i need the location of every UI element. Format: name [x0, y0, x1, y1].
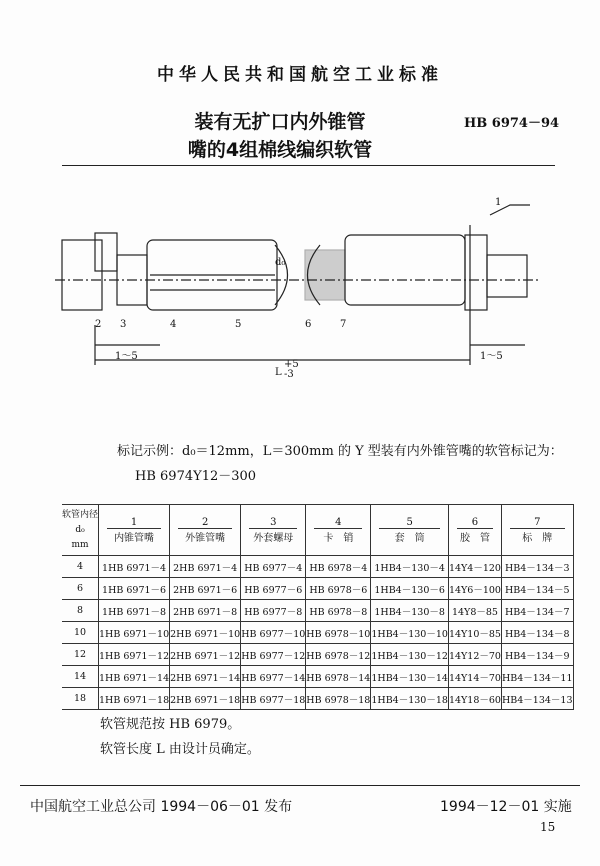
- hex-nut: [95, 233, 117, 271]
- note-hose-spec: 软管规范按 HB 6979。: [100, 717, 241, 732]
- table-cell: HB 6978－4: [306, 556, 371, 578]
- table-cell: 2HB 6971－12: [170, 644, 241, 666]
- callout-3: 3: [120, 319, 127, 330]
- header-inner-diameter: [62, 505, 99, 556]
- col-name: 外套螺母: [253, 532, 294, 544]
- table-cell: HB4－134－7: [501, 600, 573, 622]
- col-name: 标 牌: [522, 532, 553, 544]
- table-cell: 1HB4－130－14: [371, 666, 449, 688]
- header-text: d₀: [75, 524, 85, 535]
- col-no: 1: [107, 517, 161, 529]
- table-cell: 14Y8－85: [448, 600, 501, 622]
- header-col-1: [99, 505, 170, 556]
- table-cell: 14Y14－70: [448, 666, 501, 688]
- left-dimension: 1～5: [115, 351, 138, 362]
- diameter-cell: 4: [62, 556, 99, 578]
- table-cell: HB 6977－18: [241, 688, 306, 710]
- table-cell: HB4－134－8: [501, 622, 573, 644]
- hose-braid: [305, 250, 345, 300]
- table-cell: HB 6977－12: [241, 644, 306, 666]
- table-cell: 1HB4－130－18: [371, 688, 449, 710]
- table-row: [62, 578, 573, 600]
- table-cell: 14Y12－70: [448, 644, 501, 666]
- hose-assembly-drawing: [50, 195, 570, 385]
- table-cell: HB 6978－12: [306, 644, 371, 666]
- right-dimension: 1～5: [480, 351, 503, 362]
- header-col-7: [501, 505, 573, 556]
- callout-4: 4: [170, 319, 177, 330]
- callout-5: 5: [235, 319, 242, 330]
- header-col-4: [306, 505, 371, 556]
- callout-6: 6: [305, 319, 312, 330]
- table-row: [62, 622, 573, 644]
- title-line-1: 装有无扩口内外锥管: [194, 111, 366, 133]
- table-cell: 14Y6－100: [448, 578, 501, 600]
- length-label: L: [275, 367, 282, 378]
- table-cell: 14Y10－85: [448, 622, 501, 644]
- table-cell: HB 6978－10: [306, 622, 371, 644]
- col-name: 胶 管: [459, 532, 490, 544]
- col-no: 5: [379, 517, 440, 529]
- table-cell: 2HB 6971－10: [170, 622, 241, 644]
- table-cell: HB 6977－14: [241, 666, 306, 688]
- right-thread: [487, 255, 527, 297]
- parts-table: [62, 504, 574, 710]
- table-cell: 1HB4－130－6: [371, 578, 449, 600]
- table-cell: HB 6977－8: [241, 600, 306, 622]
- col-no: 3: [249, 517, 297, 529]
- table-cell: 1HB 6971－12: [99, 644, 170, 666]
- col-name: 外锥管嘴: [185, 532, 226, 544]
- diameter-cell: 6: [62, 578, 99, 600]
- col-no: 6: [457, 517, 493, 529]
- table-cell: HB 6978－14: [306, 666, 371, 688]
- d0-label: d₀: [275, 257, 286, 268]
- table-cell: 2HB 6971－6: [170, 578, 241, 600]
- table-cell: 1HB4－130－10: [371, 622, 449, 644]
- table-row: [62, 666, 573, 688]
- header-text: mm: [71, 539, 89, 550]
- table-row: [62, 556, 573, 578]
- table-row: [62, 688, 573, 710]
- marking-example: 标记示例：d₀＝12mm，L＝300mm 的 Y 型装有内外锥管嘴的软管标记为：: [117, 444, 563, 459]
- table-cell: HB4－134－5: [501, 578, 573, 600]
- organization-header: 中华人民共和国航空工业标准: [157, 65, 443, 85]
- table-cell: HB 6977－4: [241, 556, 306, 578]
- length-tol-lower: -3: [284, 369, 294, 380]
- table-cell: HB 6978－8: [306, 600, 371, 622]
- length-tol-upper: +5: [284, 359, 299, 370]
- table-cell: 1HB4－130－12: [371, 644, 449, 666]
- col-no: 4: [314, 517, 362, 529]
- table-row: [62, 644, 573, 666]
- table-cell: HB 6978－6: [306, 578, 371, 600]
- table-cell: 1HB 6971－10: [99, 622, 170, 644]
- col-name: 内锥管嘴: [114, 532, 155, 544]
- header-col-2: [170, 505, 241, 556]
- table-cell: HB 6977－10: [241, 622, 306, 644]
- page-number: 15: [540, 820, 556, 834]
- callout-2: 2: [95, 319, 102, 330]
- diameter-cell: 18: [62, 688, 99, 710]
- table-cell: 1HB 6971－14: [99, 666, 170, 688]
- table-cell: HB4－134－3: [501, 556, 573, 578]
- table-header-row: [62, 505, 573, 556]
- right-socket: [345, 235, 465, 305]
- col-no: 2: [178, 517, 232, 529]
- table-cell: HB4－134－9: [501, 644, 573, 666]
- table-cell: HB4－134－11: [501, 666, 573, 688]
- table-cell: 2HB 6971－14: [170, 666, 241, 688]
- diameter-cell: 12: [62, 644, 99, 666]
- callout-7: 7: [340, 319, 347, 330]
- footer-rule: [20, 785, 580, 786]
- note-hose-length: 软管长度 L 由设计员确定。: [100, 742, 260, 757]
- table-cell: 1HB 6971－18: [99, 688, 170, 710]
- table-cell: HB 6978－18: [306, 688, 371, 710]
- table-cell: 2HB 6971－4: [170, 556, 241, 578]
- col-name: 卡 销: [323, 532, 354, 544]
- table-cell: 2HB 6971－8: [170, 600, 241, 622]
- diameter-cell: 14: [62, 666, 99, 688]
- header-col-3: [241, 505, 306, 556]
- marking-example-code: HB 6974Y12－300: [135, 469, 257, 484]
- diameter-cell: 8: [62, 600, 99, 622]
- table-cell: 2HB 6971－18: [170, 688, 241, 710]
- table-cell: 1HB 6971－6: [99, 578, 170, 600]
- table-cell: 1HB4－130－4: [371, 556, 449, 578]
- table-cell: 1HB4－130－8: [371, 600, 449, 622]
- standard-number: HB 6974－94: [464, 116, 560, 131]
- table-row: [62, 600, 573, 622]
- header-text: 软管内径: [62, 509, 99, 520]
- table-cell: HB4－134－13: [501, 688, 573, 710]
- table-cell: 14Y18－60: [448, 688, 501, 710]
- table-cell: 14Y4－120: [448, 556, 501, 578]
- title-line-2: 嘴的4组棉线编织软管: [187, 139, 373, 161]
- col-no: 7: [510, 517, 565, 529]
- diameter-cell: 10: [62, 622, 99, 644]
- col-name: 套 筒: [394, 532, 425, 544]
- effective-date: 1994－12－01 实施: [440, 799, 572, 815]
- left-fitting: [62, 240, 102, 310]
- header-col-5: [371, 505, 449, 556]
- right-hex: [465, 235, 487, 310]
- publish-info: 中国航空工业总公司 1994－06－01 发布: [30, 799, 293, 815]
- header-rule: [62, 165, 555, 166]
- table-cell: HB 6977－6: [241, 578, 306, 600]
- table-cell: 1HB 6971－8: [99, 600, 170, 622]
- table-cell: 1HB 6971－4: [99, 556, 170, 578]
- header-col-6: [448, 505, 501, 556]
- callout-1: 1: [495, 197, 502, 208]
